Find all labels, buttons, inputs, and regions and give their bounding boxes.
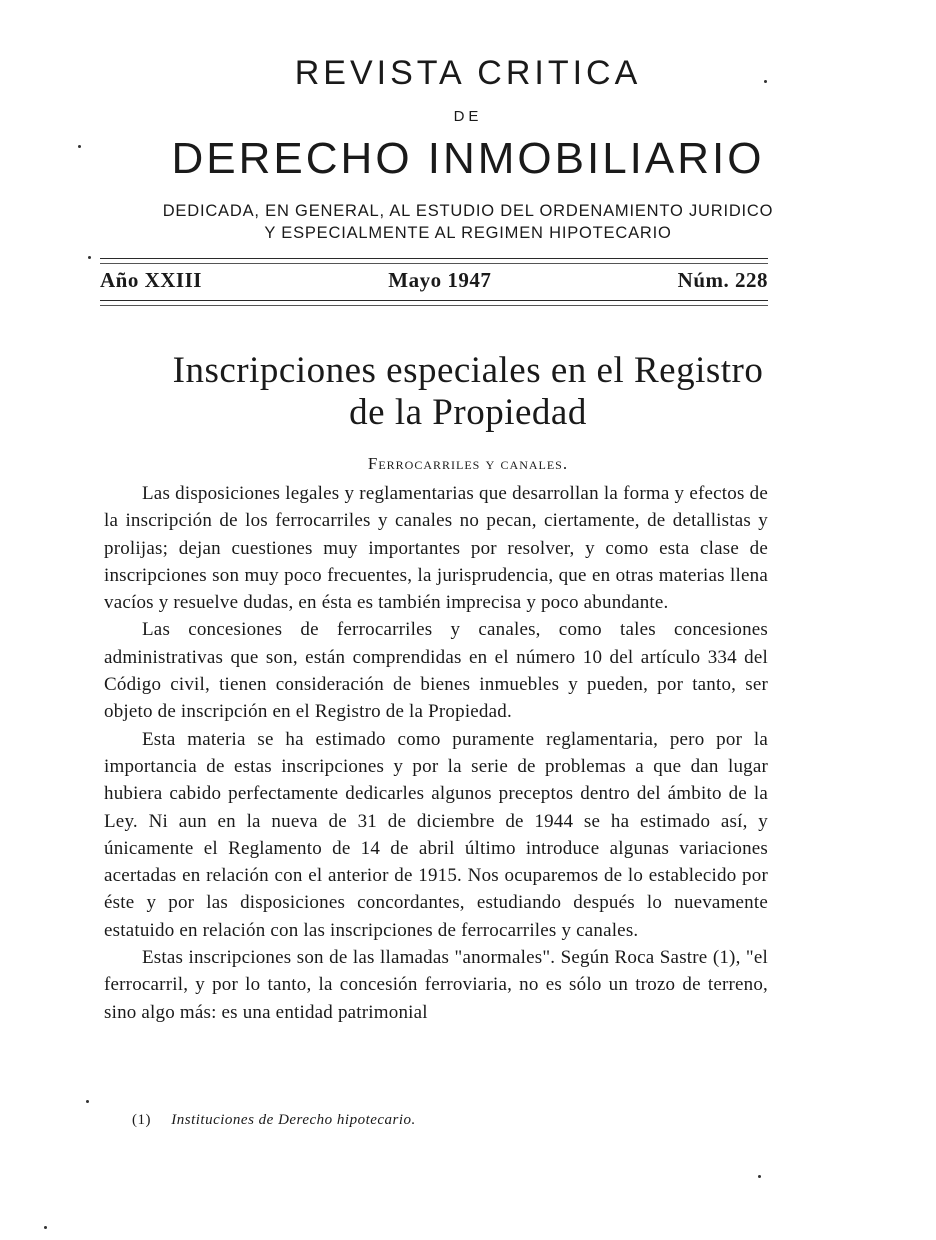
footnote-text: Instituciones de Derecho hipotecario. [171,1112,416,1128]
article-title [60,350,876,434]
section-heading: Ferrocarriles y canales. [367,454,569,473]
journal-name: DERECHO INMOBILIARIO [171,134,765,183]
header-rule-top-inner [100,263,768,264]
article-title-line2: de la Propiedad [349,392,587,433]
scan-speck [764,80,767,83]
journal-title-de: DE [453,108,483,125]
journal-subtitle-line1: DEDICADA, EN GENERAL, AL ESTUDIO DEL ORDENAMIENTO JURIDICO [162,202,774,220]
body-paragraph-3: Esta materia se ha estimado como puramente reglamentaria, pero por la importancia de estas inscripciones y por la serie de problemas a que dan lugar hubiera cabido perfectamente dedicarles algunos preceptos dentro del ámbito de la Ley. Ni aun en la nueva de 31 de diciembre de 1944 se ha estimado así, y únicamente el Reglamento de 14 de abril último introduce algunas variaciones acertadas en relación con el anterior de 1915. Nos ocuparemos de lo establecido por éste y por las disposiciones concordantes, estudiando después lo nuevamente estatuido en relación con las inscripciones de ferrocarriles y canales. [104,728,768,941]
journal-subtitle-line2: Y ESPECIALMENTE AL REGIMEN HIPOTECARIO [264,224,672,242]
scan-speck [78,145,81,148]
issue-number: Núm. 228 [677,268,768,292]
header-rule-bottom [100,300,768,301]
article-title-line1: Inscripciones especiales en el Registro [172,350,764,391]
journal-title: REVISTA CRITICA [294,54,642,92]
body-paragraph-4: Estas inscripciones son de las llamadas "anormales". Según Roca Sastre (1), "el ferrocarril, y por lo tanto, la concesión ferroviaria, no es sólo un trozo de terreno, sino algo más: es una entidad patrimonial [104,947,768,1023]
body-paragraph-2: Las concesiones de ferrocarriles y canales, como tales concesiones administrativas que son, están comprendidas en el número 10 del artículo 334 del Código civil, tienen consideración de bienes inmuebles y pueden, por tanto, ser objeto de inscripción en el Registro de la Propiedad. [104,619,768,723]
scan-speck [88,256,91,259]
body-paragraph-1: Las disposiciones legales y reglamentarias que desarrollan la forma y efectos de la inscripción de los ferrocarriles y canales no pecan, ciertamente, de detallistas y prolijas; dejan cuestiones muy importantes por resolver, y como esta clase de inscripciones son muy poco frecuentes, la jurisprudencia, que en otras materias llena vacíos y resuelve dudas, en ésta es también imprecisa y poco abundante. [104,483,768,614]
footnote-mark: (1) [132,1112,151,1128]
scan-speck [758,1175,761,1178]
header-rule-bottom-inner [100,305,768,306]
issue-date: Mayo 1947 [388,268,492,292]
scan-speck [86,1100,89,1103]
article-body [104,480,768,1026]
issue-info [100,268,768,293]
footnote [132,1112,772,1129]
journal-subtitle [100,200,836,244]
scan-speck [44,1226,47,1229]
header-rule-top [100,258,768,259]
issue-year: Año XXIII [100,268,202,292]
